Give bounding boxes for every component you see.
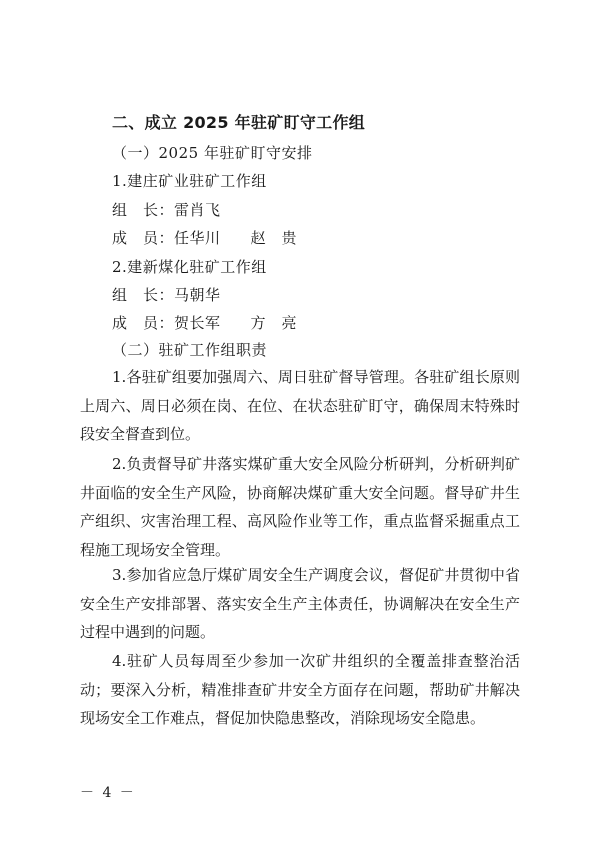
group1-title: 1.建庄矿业驻矿工作组 <box>112 172 267 190</box>
duty-paragraph-3: 3.参加省应急厅煤矿周安全生产调度会议，督促矿井贯彻中省安全生产安排部署、落实安全生产主体责任，协调解决在安全生产过程中遇到的问题。 <box>80 566 520 641</box>
group2-leader-label: 组 长： <box>112 286 175 304</box>
group2-leader-row <box>112 285 221 305</box>
group1-members-row <box>112 228 297 248</box>
group2-member-1: 贺长军 <box>174 314 221 332</box>
group2-members-row <box>112 313 297 333</box>
subsection-heading-2: （二）驻矿工作组职责 <box>112 341 268 359</box>
group1-member-1: 任华川 <box>174 229 221 247</box>
subsection-heading-1: （一）2025 年驻矿盯守安排 <box>112 144 313 162</box>
group2-member-2: 方 亮 <box>250 314 298 332</box>
group2-leader-name: 马朝华 <box>174 286 221 304</box>
duty-paragraph-4: 4.驻矿人员每周至少参加一次矿井组织的全覆盖排查整治活动；要深入分析，精准排查矿井安全方面存在问题，帮助矿井解决现场安全工作难点，督促加快隐患整改，消除现场安全隐患。 <box>80 652 520 727</box>
group2-members-label: 成 员： <box>112 314 175 332</box>
section-heading: 二、成立 2025 年驻矿盯守工作组 <box>112 113 366 132</box>
group1-leader-row <box>112 200 221 220</box>
group1-member-2: 赵 贵 <box>250 229 298 247</box>
group1-leader-name: 雷肖飞 <box>174 201 221 219</box>
group2-title: 2.建新煤化驻矿工作组 <box>112 258 267 276</box>
duty-paragraph-2: 2.负责督导矿井落实煤矿重大安全风险分析研判，分析研判矿井面临的安全生产风险，协商解决煤矿重大安全问题。督导矿井生产组织、灾害治理工程、高风险作业等工作，重点监督采掘重点工程施工现场安全管理。 <box>80 455 520 559</box>
group1-members-label: 成 员： <box>112 229 175 247</box>
page-number: － 4 － <box>80 785 136 801</box>
duty-paragraph-1: 1.各驻矿组要加强周六、周日驻矿督导管理。各驻矿组长原则上周六、周日必须在岗、在位、在状态驻矿盯守，确保周末特殊时段安全督查到位。 <box>80 368 520 443</box>
group1-leader-label: 组 长： <box>112 201 175 219</box>
